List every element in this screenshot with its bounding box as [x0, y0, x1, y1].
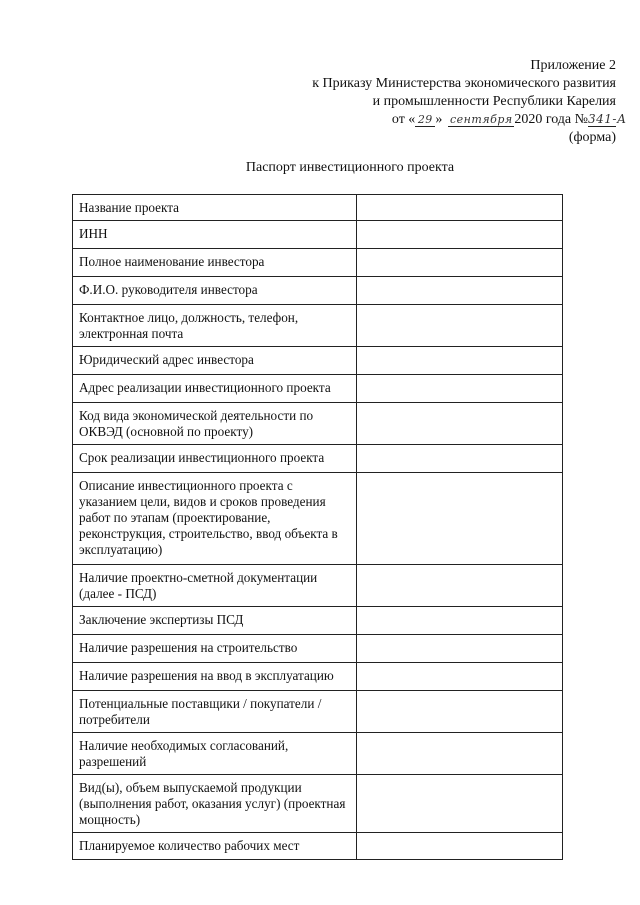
- table-row: [73, 403, 563, 445]
- row-label: ИНН: [73, 221, 357, 249]
- row-label: Срок реализации инвестиционного проекта: [73, 445, 357, 473]
- order-reference-line1: к Приказу Министерства экономического развития: [312, 76, 616, 91]
- table-row: [73, 565, 563, 607]
- row-value[interactable]: [356, 277, 562, 305]
- table-row: [73, 221, 563, 249]
- document-title: Паспорт инвестиционного проекта: [245, 160, 455, 175]
- table-row: [73, 607, 563, 635]
- table-row: [73, 249, 563, 277]
- handwritten-order-number: 341-А: [588, 112, 627, 126]
- row-label: Вид(ы), объем выпускаемой продукции (выполнения работ, оказания услуг) (проектная мощность): [73, 775, 357, 833]
- row-value[interactable]: [356, 775, 562, 833]
- row-label: Ф.И.О. руководителя инвестора: [73, 277, 357, 305]
- row-value[interactable]: [356, 221, 562, 249]
- row-label: Код вида экономической деятельности по ОКВЭД (основной по проекту): [73, 403, 357, 445]
- handwritten-day: 29: [415, 113, 435, 127]
- table-row: [73, 663, 563, 691]
- table-row: [73, 473, 563, 565]
- date-year: 2020 года №: [514, 112, 588, 127]
- passport-table: [72, 194, 563, 860]
- row-value[interactable]: [356, 375, 562, 403]
- row-value[interactable]: [356, 305, 562, 347]
- date-prefix: от «: [391, 112, 416, 127]
- table-row: [73, 445, 563, 473]
- row-value[interactable]: [356, 607, 562, 635]
- table-row: [73, 375, 563, 403]
- row-label: Адрес реализации инвестиционного проекта: [73, 375, 357, 403]
- row-label: Полное наименование инвестора: [73, 249, 357, 277]
- table-row: [73, 305, 563, 347]
- table-row: [73, 347, 563, 375]
- handwritten-month: сентября: [449, 113, 513, 126]
- table-row: [73, 277, 563, 305]
- row-value[interactable]: [356, 403, 562, 445]
- row-value[interactable]: [356, 691, 562, 733]
- row-label: Описание инвестиционного проекта с указанием цели, видов и сроков проведения работ по этапам (проектирование, реконструкция, строительство, ввод объекта в эксплуатацию): [73, 473, 357, 565]
- table-row: [73, 733, 563, 775]
- row-label: Наличие разрешения на ввод в эксплуатацию: [73, 663, 357, 691]
- row-label: Контактное лицо, должность, телефон, электронная почта: [73, 305, 357, 347]
- appendix-header: [312, 57, 627, 147]
- table-row: [73, 195, 563, 221]
- row-label: Потенциальные поставщики / покупатели / потребители: [73, 691, 357, 733]
- row-label: Наличие необходимых согласований, разрешений: [73, 733, 357, 775]
- row-value[interactable]: [356, 195, 562, 221]
- row-value[interactable]: [356, 347, 562, 375]
- order-reference-line2: и промышленности Республики Карелия: [372, 94, 616, 109]
- row-value[interactable]: [356, 733, 562, 775]
- appendix-number: Приложение 2: [530, 58, 616, 73]
- row-label: Наличие проектно-сметной документации (далее - ПСД): [73, 565, 357, 607]
- row-value[interactable]: [356, 249, 562, 277]
- row-label: Название проекта: [73, 195, 357, 221]
- row-value[interactable]: [356, 635, 562, 663]
- table-row: [73, 635, 563, 663]
- form-note: (форма): [568, 130, 616, 145]
- row-value[interactable]: [356, 565, 562, 607]
- row-label: Наличие разрешения на строительство: [73, 635, 357, 663]
- row-label: Планируемое количество рабочих мест: [73, 833, 357, 860]
- row-value[interactable]: [356, 833, 562, 860]
- row-value[interactable]: [356, 663, 562, 691]
- row-value[interactable]: [356, 445, 562, 473]
- table-row: [73, 775, 563, 833]
- table-row: [73, 833, 563, 860]
- table-row: [73, 691, 563, 733]
- row-value[interactable]: [356, 473, 562, 565]
- date-mid: »: [435, 112, 443, 127]
- order-date-line: [312, 111, 627, 129]
- row-label: Юридический адрес инвестора: [73, 347, 357, 375]
- row-label: Заключение экспертизы ПСД: [73, 607, 357, 635]
